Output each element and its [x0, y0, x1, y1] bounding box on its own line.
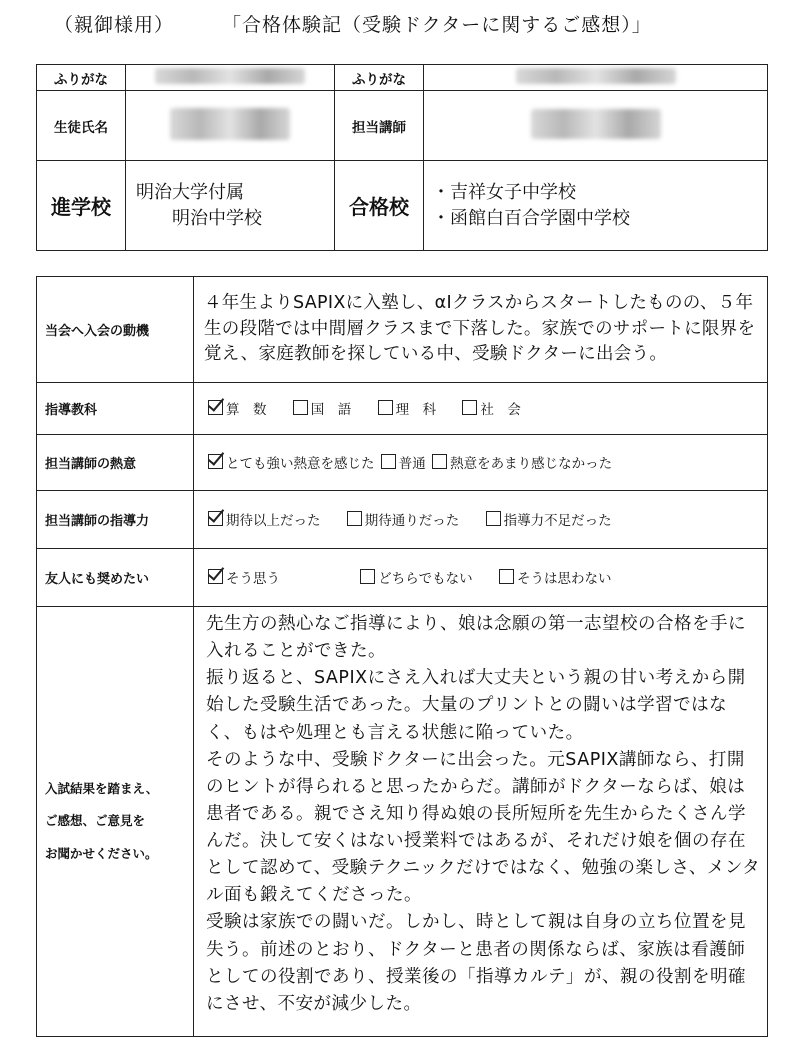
comments-label-line3: お聞かせください。: [45, 845, 158, 861]
checkbox-checked-icon[interactable]: [208, 400, 223, 415]
teacher-furigana-redacted: [424, 65, 768, 91]
recommend-options: [194, 549, 768, 607]
comments-label-line2: ご感想、ご意見を: [45, 813, 146, 829]
ability-option-above[interactable]: 期待以上だった: [208, 509, 321, 529]
enrolled-school-line2: 明治中学校: [172, 207, 262, 229]
recommend-option-neutral[interactable]: どちらでもない: [360, 567, 472, 587]
student-info-table: [36, 64, 768, 251]
comment-paragraph: 振り返ると、SAPIXにさえ入れば大丈夫という親の甘い考えから開始した受験生活であった。大量のプリントとの闘いは学習ではなく、もはや処理とも言える状態に陥っていた。: [206, 668, 746, 743]
passed-school-1: ・吉祥女子中学校: [432, 182, 576, 204]
comment-paragraph: 受験は家族での闘いだ。しかし、時として親は自身の立ち位置を見失う。前述のとおり、ドクターと患者の関係ならば、家族は看護師としての役割であり、授業後の「指導カルテ」が、親の役割を明確にさせ、不安が減少した。: [206, 912, 746, 1014]
recommend-option-no[interactable]: そうは思わない: [499, 567, 612, 587]
motive-label: 当会へ入会の動機: [37, 277, 194, 383]
form-title-left: （親御様用）: [54, 14, 175, 36]
checkbox-icon[interactable]: [462, 400, 477, 415]
passed-school-2: ・函館白百合学園中学校: [432, 207, 630, 229]
passion-option-strong[interactable]: とても強い熱意を感じた: [208, 452, 375, 472]
furigana-label-teacher: ふりがな: [335, 65, 424, 91]
checkbox-icon[interactable]: [432, 454, 447, 469]
passion-option-normal[interactable]: 普通: [381, 452, 426, 472]
recommend-label: 友人にも奨めたい: [37, 549, 194, 607]
furigana-label-student: ふりがな: [37, 65, 126, 91]
subject-option-japanese[interactable]: 国 語: [293, 398, 352, 418]
form-title: [54, 10, 652, 37]
comment-paragraph: 先生方の熱心なご指導により、娘は念願の第一志望校の合格を手に入れることができた。: [206, 614, 746, 662]
subject-option-science[interactable]: 理 科: [378, 398, 437, 418]
ability-option-expected[interactable]: 期待通りだった: [347, 509, 460, 529]
subject-options: [194, 383, 768, 435]
ability-label: 担当講師の指導力: [37, 491, 194, 549]
passed-school-value: [424, 161, 768, 251]
comment-paragraph: そのような中、受験ドクターに出会った。元SAPIX講師なら、打開のヒントが得られると思ったからだ。講師がドクターならば、娘は患者である。親でさえ知り得ぬ娘の長所短所を先生からたくさん学んだ。決して安くはない授業料ではあるが、それだけ娘を個の存在として認めて、受験テクニックだけではなく、勉強の楽しさ、メンタル面も鍛えてくださった。: [206, 749, 761, 906]
subject-option-math[interactable]: 算 数: [208, 398, 267, 418]
checkbox-icon[interactable]: [378, 400, 393, 415]
passion-options: [194, 435, 768, 491]
enrolled-school-label: 進学校: [37, 161, 126, 251]
checkbox-icon[interactable]: [486, 511, 501, 526]
student-name-label: 生徒氏名: [37, 91, 126, 161]
checkbox-icon[interactable]: [347, 511, 362, 526]
comments-label-line1: 入試結果を踏まえ、: [45, 780, 159, 796]
checkbox-checked-icon[interactable]: [208, 569, 223, 584]
passion-label: 担当講師の熱意: [37, 435, 194, 491]
checkbox-checked-icon[interactable]: [208, 511, 223, 526]
comments-label: [37, 607, 194, 1037]
ability-option-lacking[interactable]: 指導力不足だった: [486, 509, 612, 529]
comments-text: [194, 607, 768, 1037]
teacher-name-redacted: [424, 91, 768, 161]
checkbox-icon[interactable]: [499, 569, 514, 584]
student-furigana-redacted: [126, 65, 335, 91]
motive-text: ４年生よりSAPIXに入塾し、αⅠクラスからスタートしたものの、５年生の段階では中間層クラスまで下落した。家族でのサポートに限界を覚え、家庭教師を探している中、受験ドクターに出会う。: [194, 277, 768, 383]
teacher-name-label: 担当講師: [335, 91, 424, 161]
survey-table: [36, 276, 768, 1037]
enrolled-school-line1: 明治大学付属: [136, 182, 244, 204]
subject-option-social[interactable]: 社 会: [462, 398, 521, 418]
passed-school-label: 合格校: [335, 161, 424, 251]
checkbox-icon[interactable]: [293, 400, 308, 415]
checkbox-checked-icon[interactable]: [208, 454, 223, 469]
form-title-right: 「合格体験記（受験ドクターに関するご感想）」: [222, 14, 652, 36]
recommend-option-yes[interactable]: そう思う: [208, 567, 280, 587]
ability-options: [194, 491, 768, 549]
enrolled-school-value: [126, 161, 335, 251]
checkbox-icon[interactable]: [381, 454, 396, 469]
checkbox-icon[interactable]: [360, 569, 375, 584]
passion-option-weak[interactable]: 熱意をあまり感じなかった: [432, 452, 612, 472]
student-name-redacted: [126, 91, 335, 161]
subject-label: 指導教科: [37, 383, 194, 435]
